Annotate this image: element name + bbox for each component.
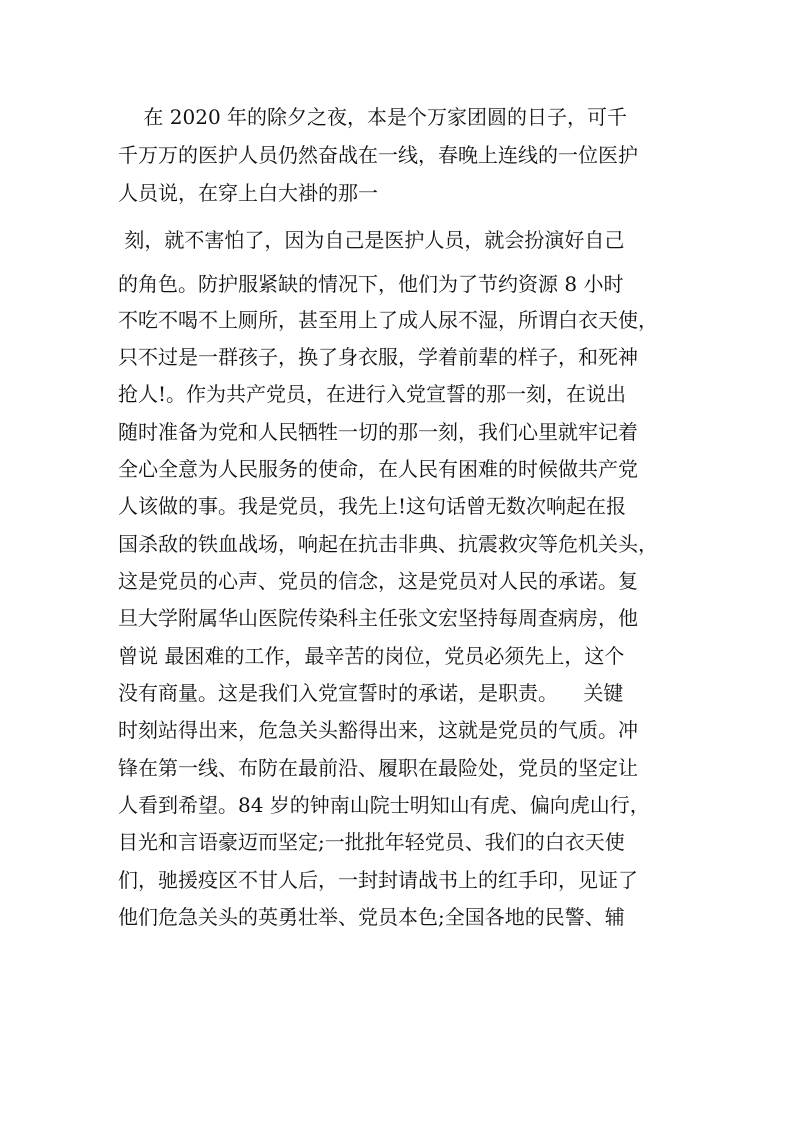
text-line: 的角色。防护服紧缺的情况下，他们为了节约资源 8 小时 [118,272,624,296]
text-line: 在 2020 年的除夕之夜，本是个万家团圆的日子，可千 [118,105,628,129]
text-line: 国杀敌的铁血战场，响起在抗击非典、抗震救灾等危机关头， [118,532,658,556]
text-line: 刻，就不害怕了，因为自己是医护人员，就会扮演好自己 [118,228,625,252]
text-line: 不吃不喝不上厕所，甚至用上了成人尿不湿，所谓白衣天使， [118,308,658,332]
text-line: 没有商量。这是我们入党宣誓时的承诺，是职责。 关键 [118,681,624,705]
text-line: 人看到希望。84 岁的钟南山院士明知山有虎、偏向虎山行， [118,793,650,817]
text-line: 目光和言语豪迈而坚定;一批批年轻党员、我们的白衣天使 [118,830,625,854]
text-line: 们，驰援疫区不甘人后，一封封请战书上的红手印，见证了 [118,868,638,892]
text-line: 随时准备为党和人民牺牲一切的那一刻，我们心里就牢记着 [118,420,638,444]
text-line: 千万万的医护人员仍然奋战在一线，春晚上连线的一位医护 [118,143,638,167]
text-line: 人员说，在穿上白大褂的那一 [118,181,378,205]
text-line: 人该做的事。我是党员，我先上!这句话曾无数次响起在报 [118,494,627,518]
text-line: 旦大学附属华山医院传染科主任张文宏坚持每周查病房，他 [118,606,638,630]
text-line: 曾说 最困难的工作，最辛苦的岗位，党员必须先上，这个 [118,644,625,668]
text-line: 全心全意为人民服务的使命，在人民有困难的时候做共产党 [118,457,638,481]
text-line: 时刻站得出来，危急关头豁得出来，这就是党员的气质。冲 [118,718,638,742]
text-line: 只不过是一群孩子，换了身衣服，学着前辈的样子，和死神 [118,345,638,369]
text-line: 这是党员的心声、党员的信念，这是党员对人民的承诺。复 [118,569,638,593]
text-line: 锋在第一线、布防在最前沿、履职在最险处，党员的坚定让 [118,756,638,780]
text-line: 抢人!。作为共产党员，在进行入党宣誓的那一刻，在说出 [118,382,627,406]
text-line: 他们危急关头的英勇壮举、党员本色;全国各地的民警、辅 [118,905,625,929]
